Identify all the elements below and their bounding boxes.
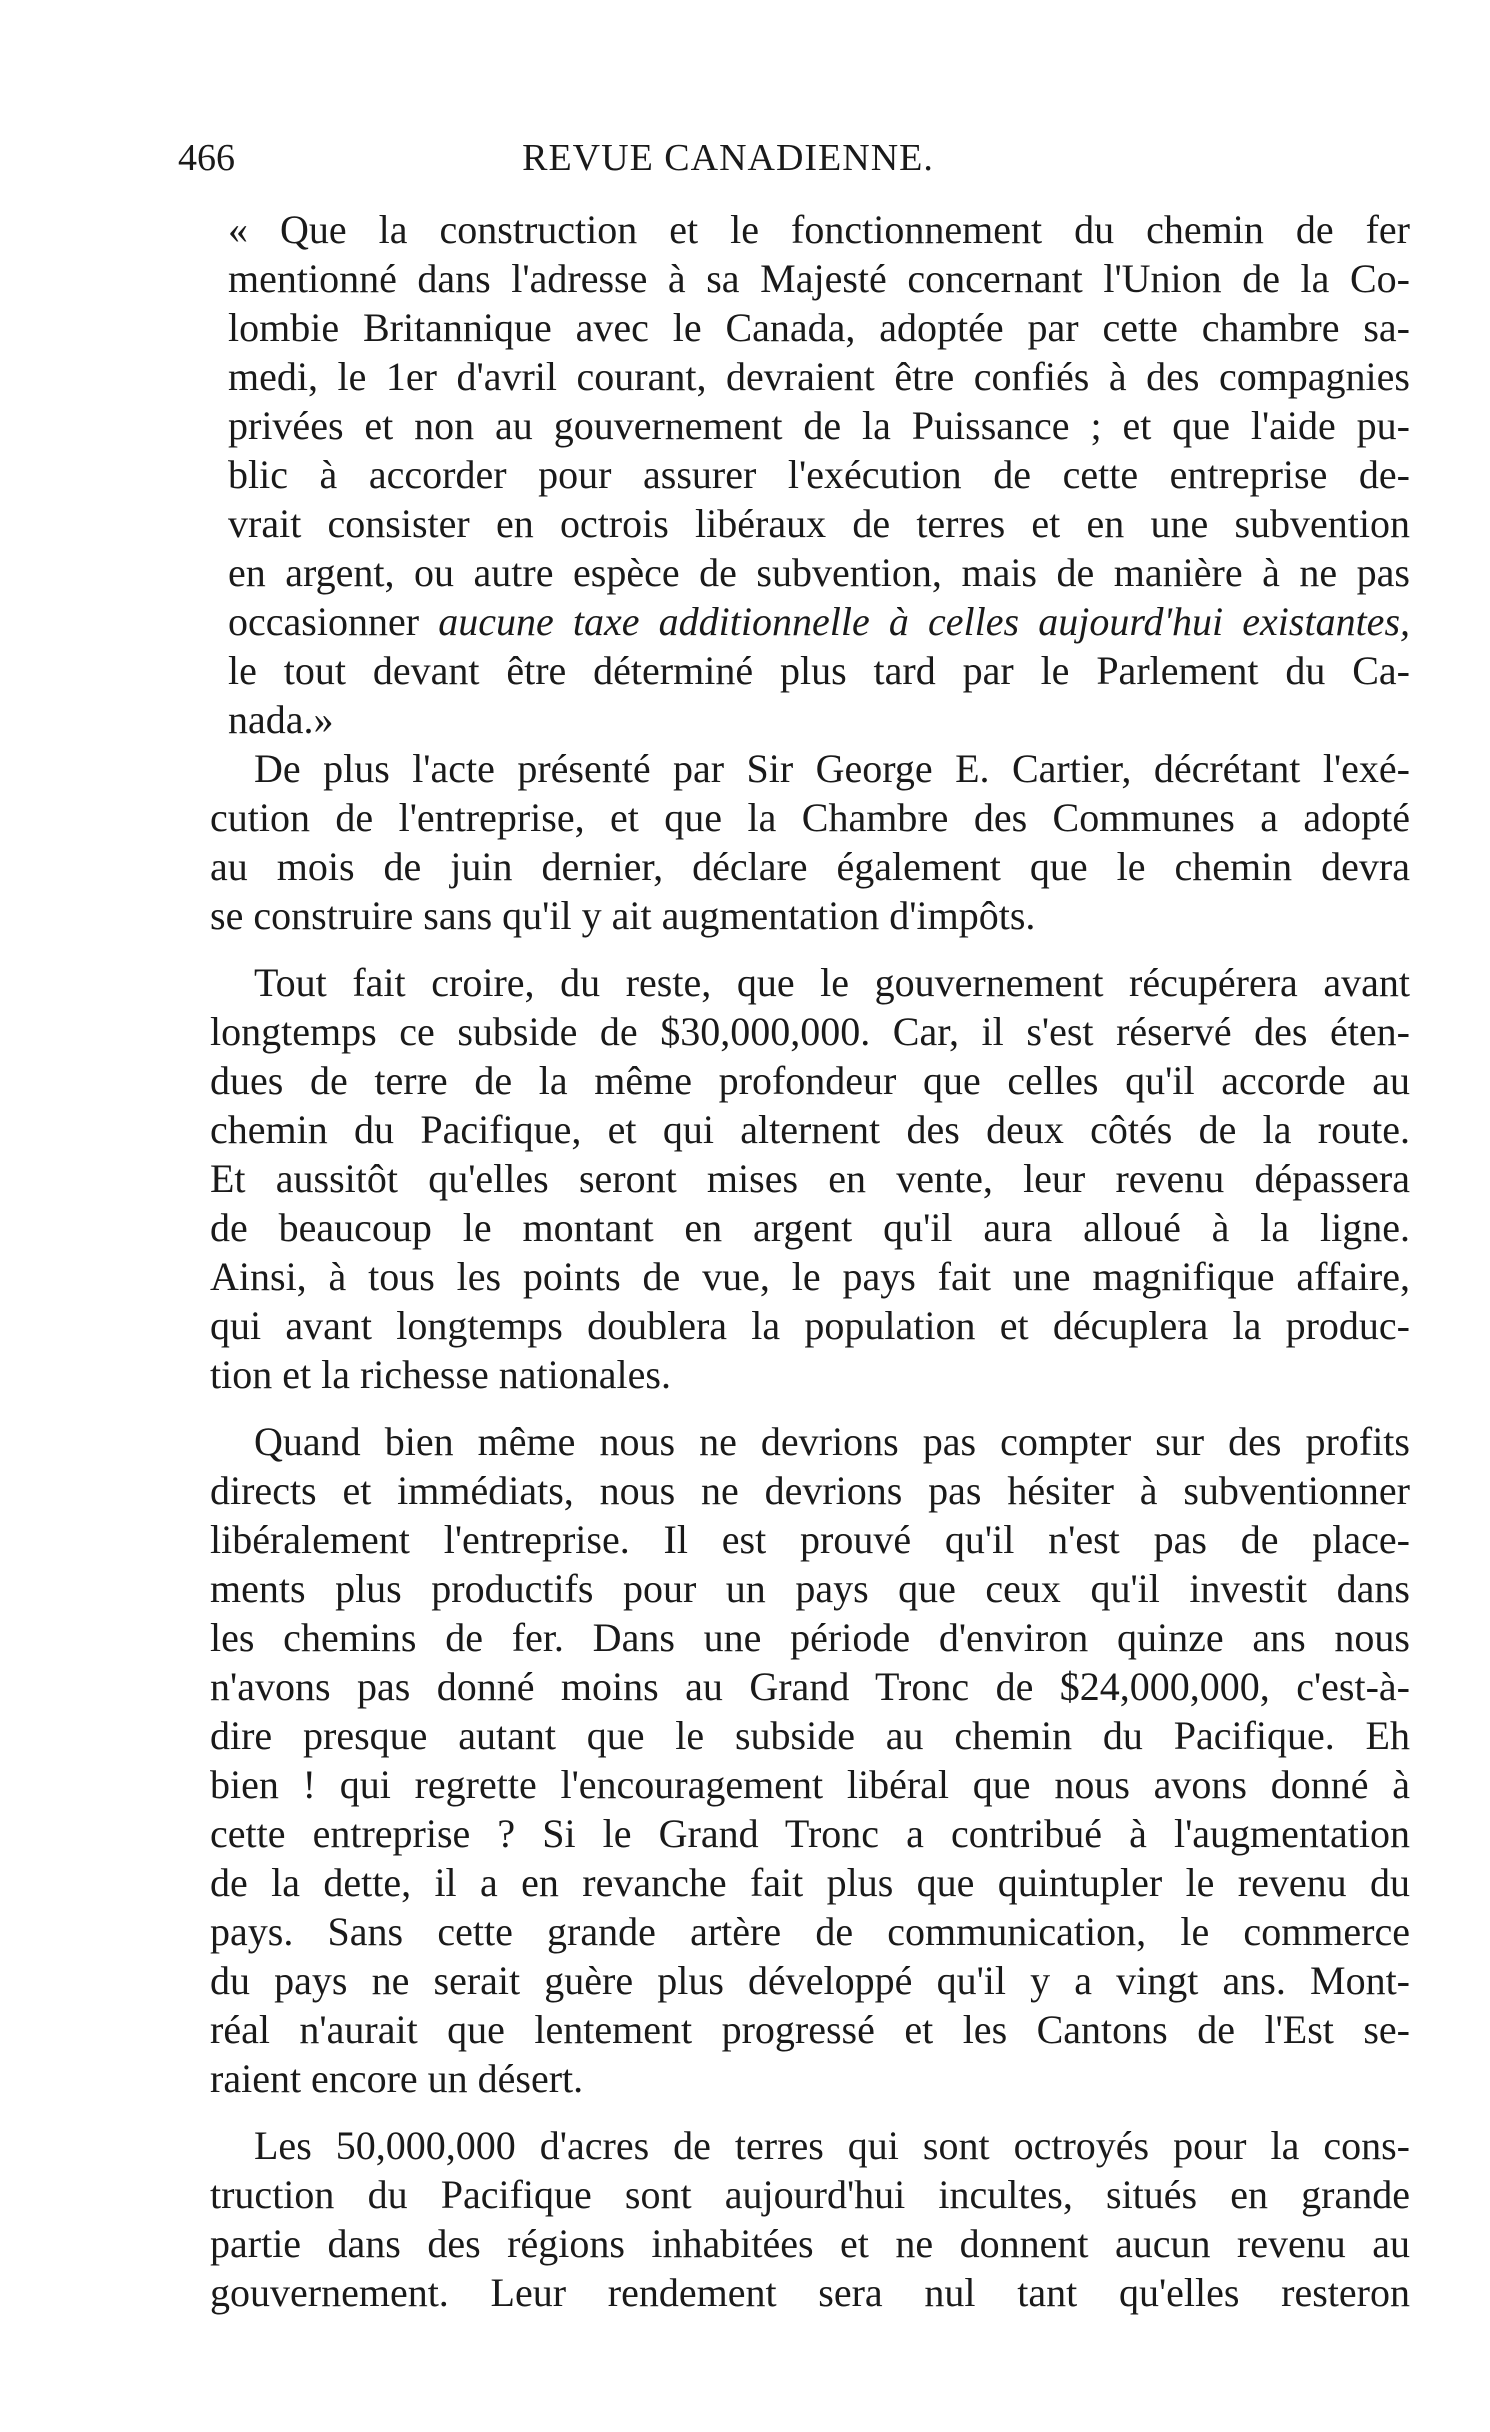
text-line: dire presque autant que le subside au chemin du Pacifique. Eh [210, 1713, 1410, 1758]
text-line: Les 50,000,000 d'acres de terres qui sont octroyés pour la cons- [254, 2123, 1410, 2168]
text-line: mentionné dans l'adresse à sa Majesté concernant l'Union de la Co- [228, 256, 1410, 301]
text-line: se construire sans qu'il y ait augmentation d'impôts. [210, 893, 1036, 938]
text-line: raient encore un désert. [210, 2056, 584, 2101]
text-line: au mois de juin dernier, déclare également que le chemin devra [210, 844, 1410, 889]
text-line: cette entreprise ? Si le Grand Tronc a contribué à l'augmentation [210, 1811, 1410, 1856]
running-head [178, 128, 1428, 188]
paragraph-quote [210, 205, 1410, 744]
text-line: longtemps ce subside de $30,000,000. Car, il s'est réservé des éten- [210, 1009, 1410, 1054]
text-line: réal n'aurait que lentement progressé et les Cantons de l'Est se- [210, 2007, 1410, 2052]
paragraph [210, 744, 1410, 940]
text-line: partie dans des régions inhabitées et ne donnent aucun revenu au [210, 2221, 1410, 2266]
text-line: nada.» [228, 697, 334, 742]
text-line: « Que la construction et le fonctionnement du chemin de fer [228, 207, 1410, 252]
text-line: ments plus productifs pour un pays que ceux qu'il investit dans [210, 1566, 1410, 1611]
text-line: Et aussitôt qu'elles seront mises en vente, leur revenu dépassera [210, 1156, 1410, 1201]
text-line: de beaucoup le montant en argent qu'il aura alloué à la ligne. [210, 1205, 1410, 1250]
text-segment: occasionner [228, 599, 420, 644]
text-line: du pays ne serait guère plus développé qu'il y a vingt ans. Mont- [210, 1958, 1410, 2003]
text-line: de la dette, il a en revanche fait plus que quintupler le revenu du [210, 1860, 1410, 1905]
text-line: dues de terre de la même profondeur que celles qu'il accorde au [210, 1058, 1410, 1103]
text-line: cution de l'entreprise, et que la Chambre des Communes a adopté [210, 795, 1410, 840]
text-line: tion et la richesse nationales. [210, 1352, 671, 1397]
paragraph [210, 1417, 1410, 2103]
text-line: qui avant longtemps doublera la population et décuplera la produc- [210, 1303, 1410, 1348]
text-line: Quand bien même nous ne devrions pas compter sur des profits [254, 1419, 1410, 1464]
text-line: medi, le 1er d'avril courant, devraient être confiés à des compagnies [228, 354, 1410, 399]
text-line: privées et non au gouvernement de la Puissance ; et que l'aide pu- [228, 403, 1410, 448]
text-line: Tout fait croire, du reste, que le gouvernement récupérera avant [254, 960, 1410, 1005]
paragraph [210, 2121, 1410, 2317]
text-line: De plus l'acte présenté par Sir George E. Cartier, décrétant l'exé- [254, 746, 1410, 791]
text-line: le tout devant être déterminé plus tard par le Parlement du Ca- [228, 648, 1410, 693]
text-line: en argent, ou autre espèce de subvention, mais de manière à ne pas [228, 550, 1410, 595]
italic-segment: aucune taxe additionnelle à celles aujourd'hui existantes, [438, 599, 1411, 644]
text-line: les chemins de fer. Dans une période d'environ quinze ans nous [210, 1615, 1410, 1660]
text-line: libéralement l'entreprise. Il est prouvé qu'il n'est pas de place- [210, 1517, 1410, 1562]
text-line: truction du Pacifique sont aujourd'hui incultes, situés en grande [210, 2172, 1410, 2217]
text-line: pays. Sans cette grande artère de communication, le commerce [210, 1909, 1410, 1954]
text-line: chemin du Pacifique, et qui alternent des deux côtés de la route. [210, 1107, 1410, 1152]
text-line: directs et immédiats, nous ne devrions pas hésiter à subventionner [210, 1468, 1410, 1513]
text-line: gouvernement. Leur rendement sera nul tant qu'elles resteron [210, 2270, 1410, 2315]
running-title: REVUE CANADIENNE. [522, 137, 934, 179]
text-line: blic à accorder pour assurer l'exécution de cette entreprise de- [228, 452, 1410, 497]
text-line: bien ! qui regrette l'encouragement libéral que nous avons donné à [210, 1762, 1410, 1807]
text-line: Ainsi, à tous les points de vue, le pays fait une magnifique affaire, [210, 1254, 1410, 1299]
paragraph [210, 958, 1410, 1399]
page-number: 466 [178, 137, 235, 179]
text-line: vrait consister en octrois libéraux de terres et en une subvention [228, 501, 1410, 546]
body-text [210, 205, 1410, 2317]
text-line-with-italic [210, 597, 1410, 646]
text-line: lombie Britannique avec le Canada, adoptée par cette chambre sa- [228, 305, 1410, 350]
text-line: n'avons pas donné moins au Grand Tronc de $24,000,000, c'est-à- [210, 1664, 1410, 1709]
